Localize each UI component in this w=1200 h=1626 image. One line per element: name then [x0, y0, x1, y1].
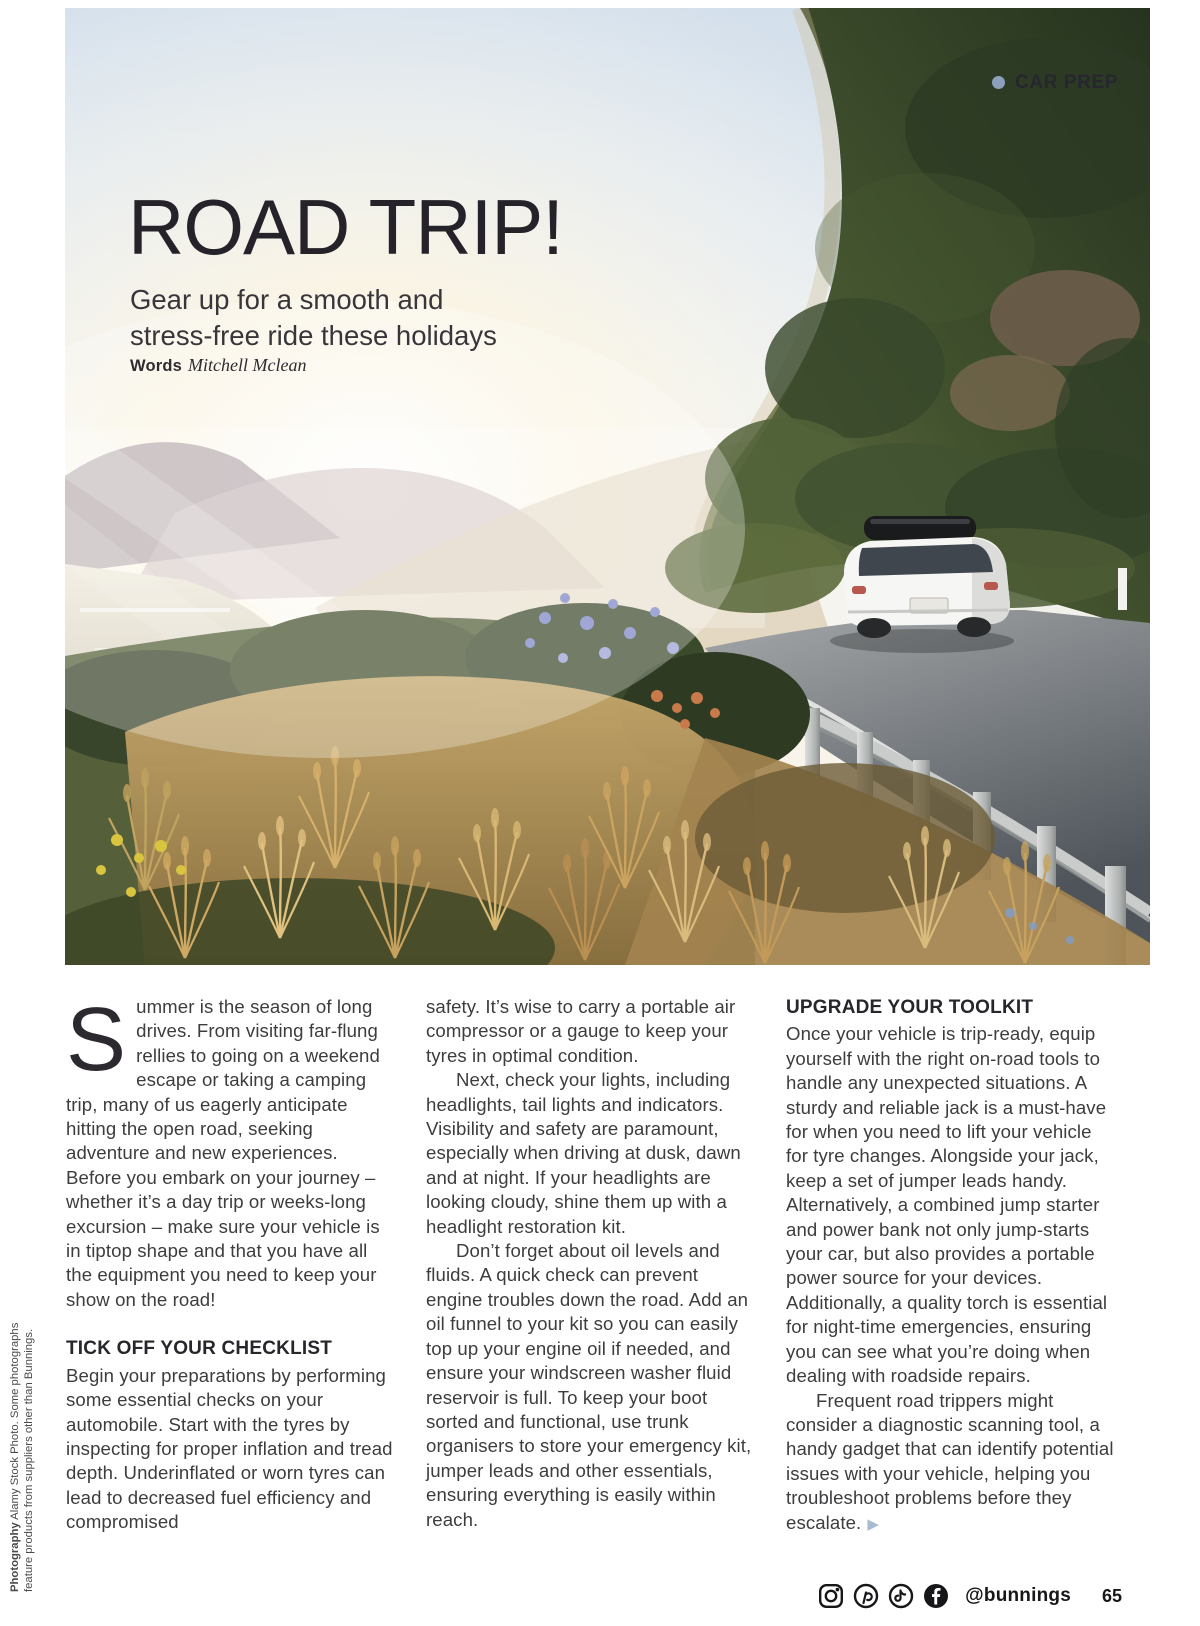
- article-end-arrow-icon: ▶: [867, 1515, 879, 1533]
- section-kicker: [0, 72, 1118, 94]
- paragraph: [786, 1389, 1116, 1537]
- column-3: [786, 995, 1116, 1537]
- facebook-icon[interactable]: [923, 1583, 949, 1609]
- paragraph: Next, check your lights, including headlights, tail lights and indicators. Visibility and safety are paramount, especially when driving at dusk, dawn and at night. If your headlights are looking cloudy, shine them up with a headlight restoration kit.: [426, 1069, 741, 1237]
- byline-author: Mitchell Mclean: [188, 355, 307, 375]
- instagram-icon[interactable]: [818, 1583, 844, 1609]
- credit-label: Photography: [9, 1522, 21, 1592]
- paragraph-text: Frequent road trippers might consider a diagnostic scanning tool, a handy gadget that can identify potential issues with your vehicle, helping you troubleshoot problems before they escalate.: [786, 1389, 1114, 1533]
- paragraph: Begin your preparations by performing some essential checks on your automobile. Start with the tyres by inspecting for proper inflation and tread depth. Underinflated or worn tyres can lead to decreased fuel efficiency and compromised: [66, 1364, 393, 1533]
- subtitle-line-1: Gear up for a smooth and: [130, 284, 444, 315]
- column-1: [66, 990, 396, 1537]
- paragraph: safety. It’s wise to carry a portable air compressor or a gauge to keep your tyres in optimal condition.: [426, 996, 736, 1066]
- byline: [130, 355, 306, 376]
- hero-photo: [65, 8, 1150, 965]
- paragraph: Don’t forget about oil levels and fluids. A quick check can prevent engine troubles down the road. Add an oil funnel to your kit so you can easily top up your engine oil if needed, and ensure your windscreen washer fluid reservoir is full. To keep your boot sorted and functional, use trunk organisers to store your emergency kit, jumper leads and other essentials, ensuring everything is easily within reach.: [426, 1240, 752, 1530]
- page-subtitle: [130, 282, 497, 354]
- section-heading-checklist: TICK OFF YOUR CHECKLIST: [66, 1338, 333, 1360]
- section-heading-toolkit: UPGRADE YOUR TOOLKIT: [786, 997, 1034, 1018]
- paragraph: Once your vehicle is trip-ready, equip yourself with the right on-road tools to handle any unexpected situations. A sturdy and reliable jack is a must-have for when you need to lift your vehicle for tyre changes. Alongside your jack, keep a set of jumper leads handy. Alternatively, a combined jump starter and power bank not only jump-starts your car, but also provides a portable power source for your devices. Additionally, a quality torch is essential for night-time emergencies, ensuring you can see what you’re doing when dealing with roadside repairs.: [786, 1023, 1108, 1387]
- column-2: [426, 995, 756, 1537]
- drop-cap: S: [66, 990, 127, 1090]
- page-number: 65: [1101, 1585, 1122, 1606]
- kicker-dot-icon: [992, 76, 1005, 89]
- credit-line-2: feature products from suppliers other than Bunnings.: [23, 1328, 35, 1592]
- page-footer: [0, 1583, 1122, 1609]
- paragraph-text: ummer is the season of long drives. From visiting far-flung rellies to going on a weekend escape or taking a camping trip, many of us eagerly anticipate hitting the open road, seeking adventure and new experiences. Before you embark on your journey – whether it’s a day trip or weeks-long excursion – make sure your vehicle is in tiptop shape and that you have all the equipment you need to keep your show on the road!: [66, 996, 380, 1310]
- credit-line-1: Photography Alamy Stock Photo. Some photographs: [9, 1322, 21, 1592]
- article-body: [66, 990, 1136, 1537]
- paragraph: [66, 990, 396, 1312]
- road-trip-photo-illustration: [65, 8, 1150, 965]
- photo-credit: [8, 1252, 36, 1592]
- page-title: ROAD TRIP!: [128, 183, 563, 271]
- social-handle[interactable]: @bunnings: [965, 1585, 1071, 1606]
- byline-label: Words: [130, 357, 183, 375]
- kicker-label: CAR PREP: [1015, 72, 1118, 93]
- tiktok-icon[interactable]: [888, 1583, 914, 1609]
- pinterest-icon[interactable]: [853, 1583, 879, 1609]
- subtitle-line-2: stress-free ride these holidays: [130, 320, 497, 351]
